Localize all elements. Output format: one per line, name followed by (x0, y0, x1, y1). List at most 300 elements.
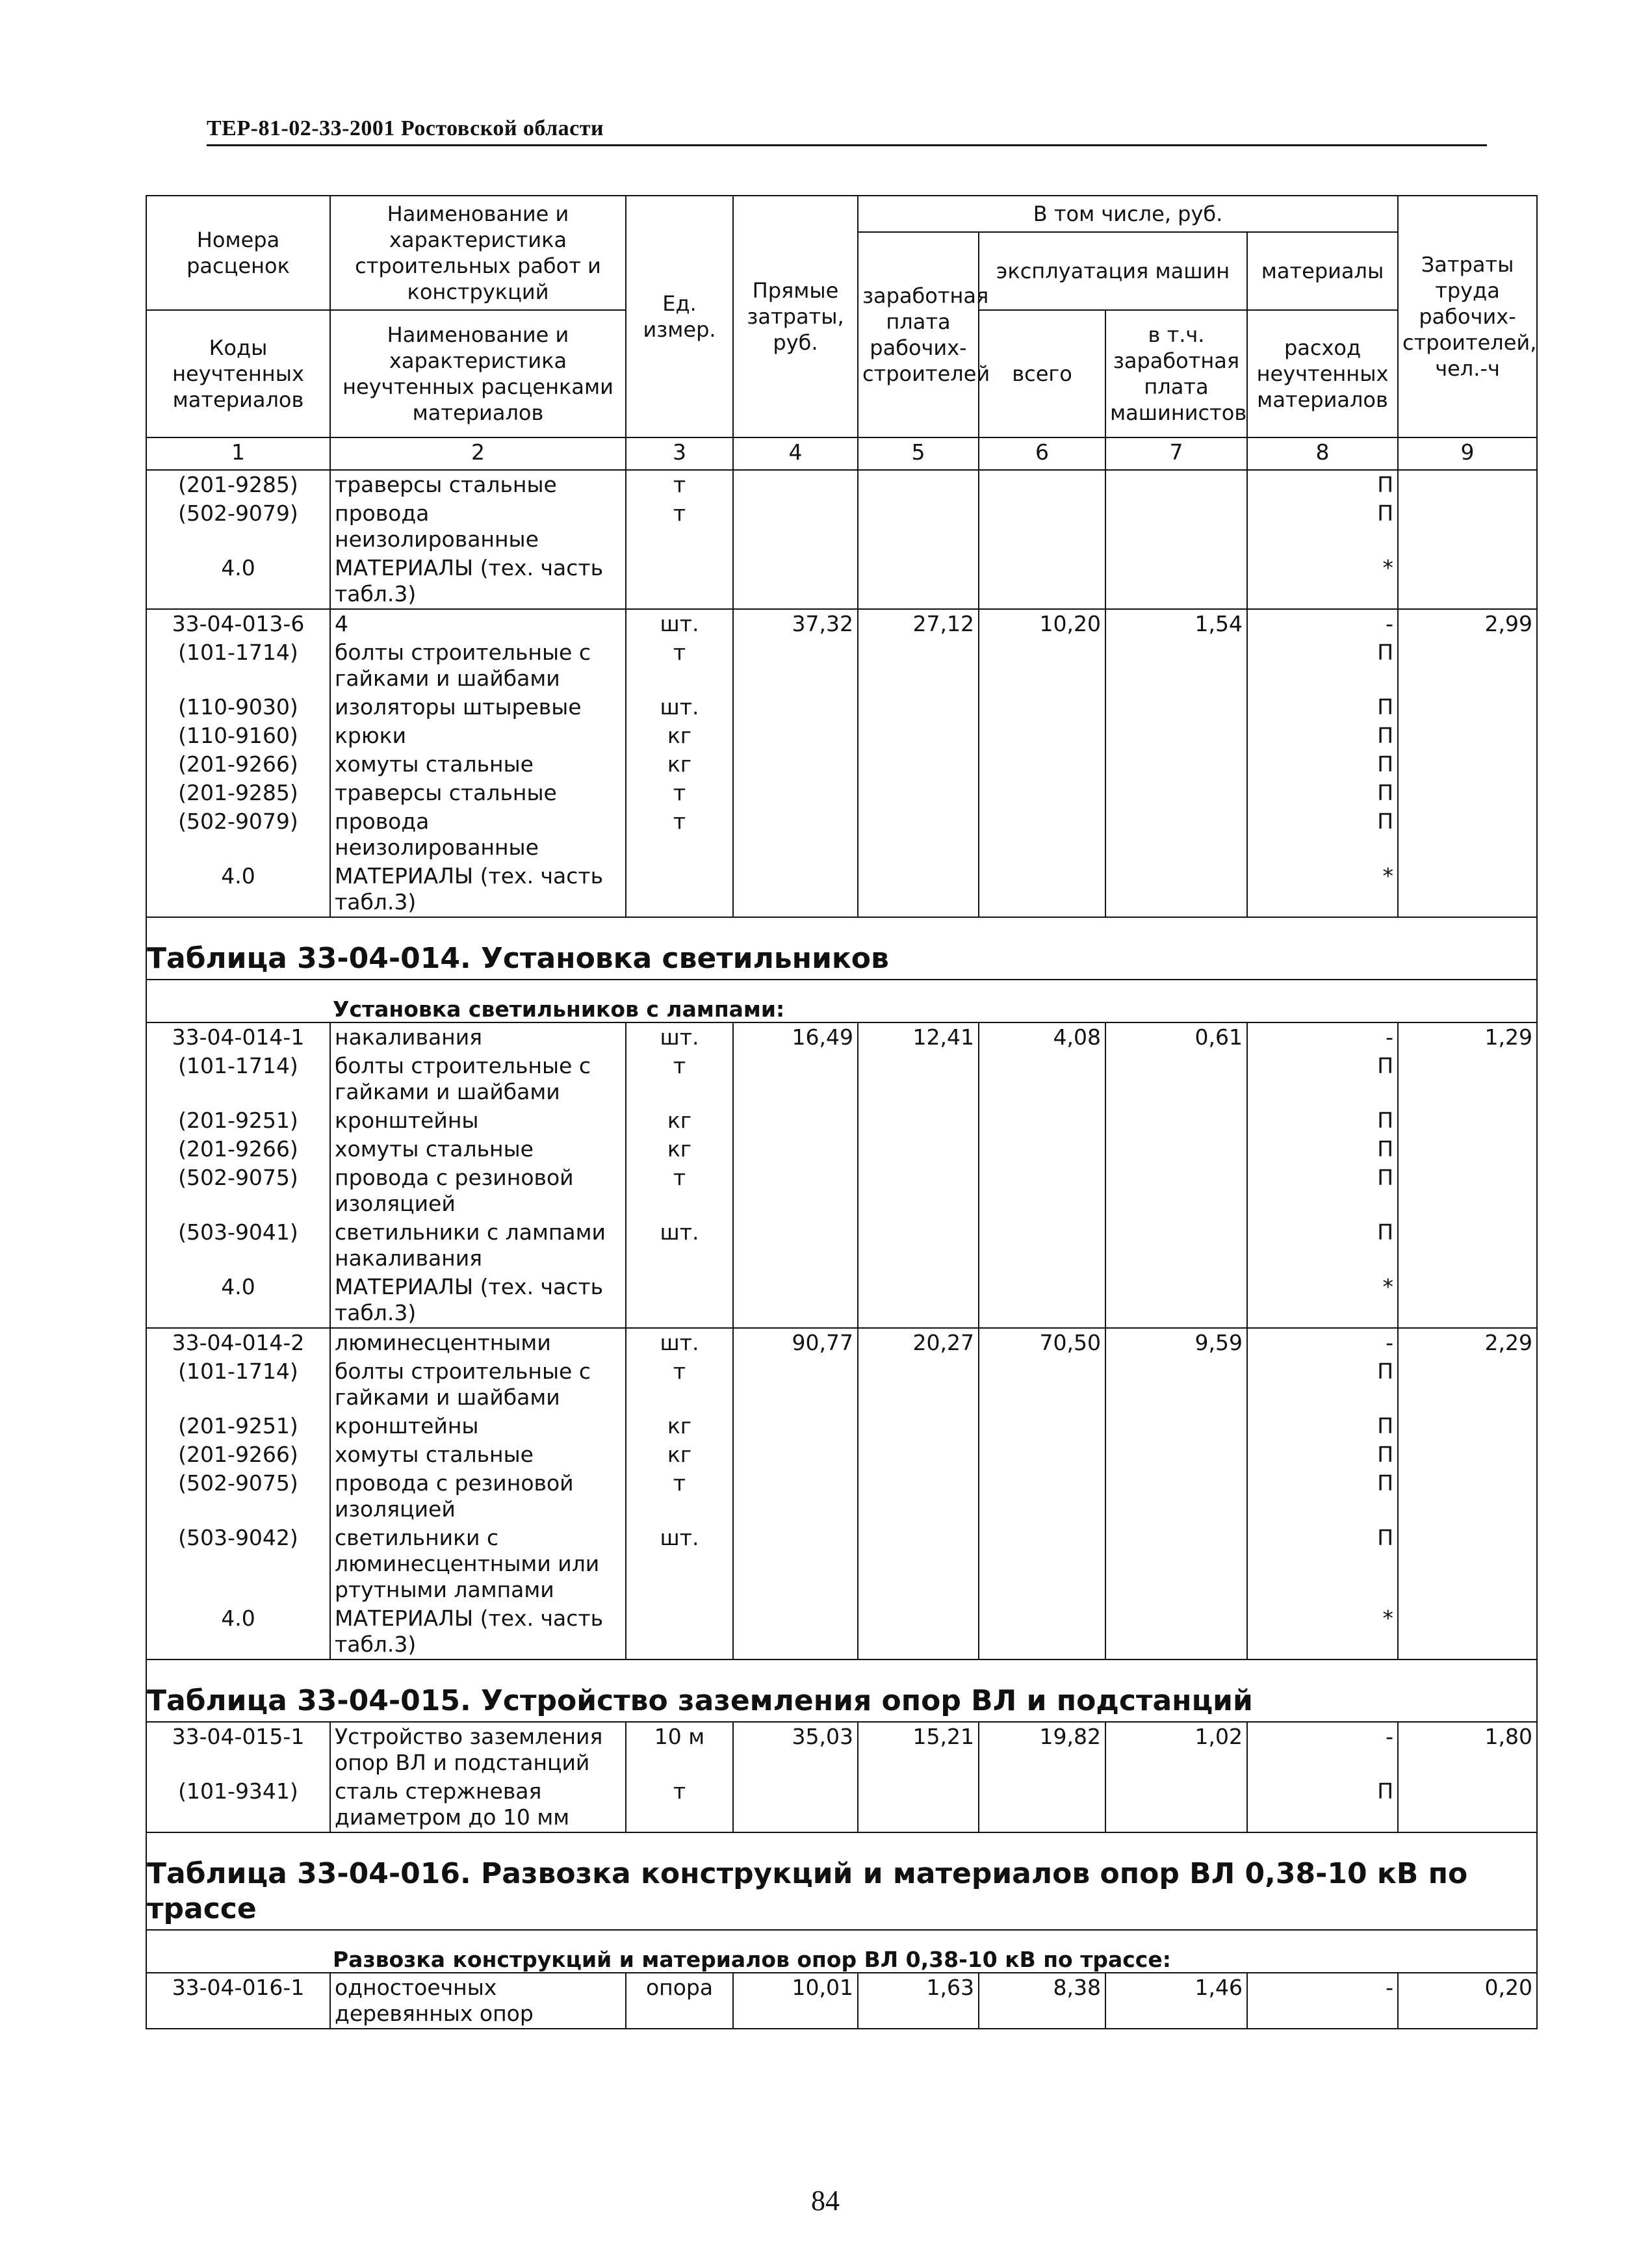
material-row (146, 693, 1537, 722)
material-consumption-cell: П (1247, 470, 1398, 499)
labor-costs-cell (1398, 1106, 1537, 1135)
material-row (146, 750, 1537, 779)
material-consumption-cell: П (1247, 1524, 1398, 1604)
machines-total-cell (979, 1412, 1105, 1440)
rate-code-cell: (101-1714) (146, 1052, 330, 1106)
material-row (146, 1052, 1537, 1106)
direct-costs-cell (733, 499, 858, 554)
material-consumption-cell: - (1247, 1973, 1398, 2029)
direct-costs-cell: 35,03 (733, 1722, 858, 1777)
rate-code-cell: (502-9079) (146, 807, 330, 862)
material-consumption-cell: П (1247, 807, 1398, 862)
worker-wages-cell (858, 1469, 979, 1524)
rate-code-cell: (502-9079) (146, 499, 330, 554)
header-materials: материалы (1247, 232, 1398, 310)
machines-total-cell (979, 1604, 1105, 1659)
header-unit: Ед. измер. (626, 196, 733, 437)
machinist-wages-cell (1105, 1604, 1247, 1659)
unit-cell: кг (626, 1440, 733, 1469)
rate-code-cell: (101-1714) (146, 638, 330, 693)
worker-wages-cell (858, 1052, 979, 1106)
machinist-wages-cell (1105, 1469, 1247, 1524)
machinist-wages-cell (1105, 693, 1247, 722)
machinist-wages-cell: 9,59 (1105, 1328, 1247, 1357)
worker-wages-cell (858, 1218, 979, 1273)
rate-row (146, 1722, 1537, 1777)
rate-code-cell: (201-9285) (146, 779, 330, 807)
labor-costs-cell: 1,80 (1398, 1722, 1537, 1777)
labor-costs-cell (1398, 1052, 1537, 1106)
worker-wages-cell (858, 1106, 979, 1135)
worker-wages-cell (858, 1412, 979, 1440)
material-consumption-cell: - (1247, 1328, 1398, 1357)
machines-total-cell: 10,20 (979, 609, 1105, 638)
rate-code-cell: (502-9075) (146, 1469, 330, 1524)
rate-code-cell: 33-04-016-1 (146, 1973, 330, 2029)
machines-total-cell (979, 1357, 1105, 1412)
material-row (146, 1604, 1537, 1659)
table-caption: Таблица 33-04-015. Устройство заземления опор ВЛ и подстанций (146, 1659, 1537, 1722)
machines-total-cell (979, 554, 1105, 609)
worker-wages-cell (858, 862, 979, 917)
item-name-cell: провода неизолированные (330, 499, 626, 554)
unit-cell: кг (626, 1135, 733, 1164)
item-name-cell: провода с резиновой изоляцией (330, 1164, 626, 1218)
unit-cell: т (626, 1777, 733, 1832)
worker-wages-cell: 1,63 (858, 1973, 979, 2029)
material-consumption-cell: П (1247, 779, 1398, 807)
header-machinist-wages: в т.ч. заработная плата машинистов (1105, 310, 1247, 437)
worker-wages-cell (858, 1604, 979, 1659)
rate-code-cell: (101-1714) (146, 1357, 330, 1412)
table-caption: Таблица 33-04-016. Развозка конструкций и материалов опор ВЛ 0,38-10 кВ по трассе (146, 1832, 1537, 1930)
direct-costs-cell (733, 1052, 858, 1106)
machinist-wages-cell (1105, 750, 1247, 779)
direct-costs-cell: 10,01 (733, 1973, 858, 2029)
header-material-consumption: расход неучтенных материалов (1247, 310, 1398, 437)
header-work-name: Наименование и характеристика строительных работ и конструкций (330, 196, 626, 310)
material-row (146, 1357, 1537, 1412)
machinist-wages-cell (1105, 1524, 1247, 1604)
machinist-wages-cell: 1,02 (1105, 1722, 1247, 1777)
labor-costs-cell (1398, 722, 1537, 750)
item-name-cell: траверсы стальные (330, 470, 626, 499)
worker-wages-cell (858, 1357, 979, 1412)
rate-code-cell: (201-9285) (146, 470, 330, 499)
unit-cell: т (626, 470, 733, 499)
machinist-wages-cell: 1,54 (1105, 609, 1247, 638)
item-name-cell: траверсы стальные (330, 779, 626, 807)
item-name-cell: люминесцентными (330, 1328, 626, 1357)
worker-wages-cell (858, 499, 979, 554)
machinist-wages-cell (1105, 1218, 1247, 1273)
unit-cell: кг (626, 1106, 733, 1135)
machinist-wages-cell (1105, 1777, 1247, 1832)
material-consumption-cell: П (1247, 722, 1398, 750)
machines-total-cell (979, 693, 1105, 722)
item-name-cell: сталь стержневая диаметром до 10 мм (330, 1777, 626, 1832)
rate-code-cell: 33-04-015-1 (146, 1722, 330, 1777)
header-material-names: Наименование и характеристика неучтенных расценками материалов (330, 310, 626, 437)
table-subcaption: Установка светильников с лампами: (333, 996, 785, 1022)
machines-total-cell (979, 1164, 1105, 1218)
item-name-cell: изоляторы штыревые (330, 693, 626, 722)
machinist-wages-cell (1105, 1106, 1247, 1135)
labor-costs-cell (1398, 693, 1537, 722)
rate-code-cell: 33-04-013-6 (146, 609, 330, 638)
material-consumption-cell: П (1247, 1357, 1398, 1412)
direct-costs-cell (733, 862, 858, 917)
material-consumption-cell: П (1247, 1469, 1398, 1524)
material-row (146, 1524, 1537, 1604)
column-number: 2 (330, 437, 626, 470)
rate-code-cell: (110-9030) (146, 693, 330, 722)
unit-cell: т (626, 1052, 733, 1106)
item-name-cell: накаливания (330, 1022, 626, 1052)
material-consumption-cell: П (1247, 499, 1398, 554)
machines-total-cell (979, 750, 1105, 779)
table-subcaption-row (146, 980, 1537, 1022)
machinist-wages-cell (1105, 1357, 1247, 1412)
material-consumption-cell: * (1247, 1604, 1398, 1659)
unit-cell: кг (626, 1412, 733, 1440)
material-row (146, 1218, 1537, 1273)
direct-costs-cell (733, 750, 858, 779)
item-name-cell: МАТЕРИАЛЫ (тех. часть табл.3) (330, 554, 626, 609)
material-consumption-cell: П (1247, 1218, 1398, 1273)
rate-code-cell: 4.0 (146, 1604, 330, 1659)
rate-row (146, 609, 1537, 638)
material-consumption-cell: П (1247, 1135, 1398, 1164)
item-name-cell: хомуты стальные (330, 1135, 626, 1164)
running-head: ТЕР-81-02-33-2001 Ростовской области (207, 114, 1487, 146)
table-body (146, 470, 1537, 2029)
worker-wages-cell: 27,12 (858, 609, 979, 638)
material-row (146, 1469, 1537, 1524)
table-subcaption-cell (146, 1930, 1537, 1973)
material-row (146, 722, 1537, 750)
machinist-wages-cell (1105, 722, 1247, 750)
direct-costs-cell (733, 779, 858, 807)
material-row (146, 470, 1537, 499)
worker-wages-cell: 12,41 (858, 1022, 979, 1052)
worker-wages-cell (858, 1164, 979, 1218)
material-consumption-cell: * (1247, 554, 1398, 609)
labor-costs-cell (1398, 1135, 1537, 1164)
rate-code-cell: 4.0 (146, 1273, 330, 1328)
item-name-cell: МАТЕРИАЛЫ (тех. часть табл.3) (330, 862, 626, 917)
unit-cell: т (626, 1164, 733, 1218)
unit-cell: кг (626, 722, 733, 750)
rates-table (146, 195, 1538, 2029)
unit-cell: т (626, 499, 733, 554)
material-row (146, 1273, 1537, 1328)
machines-total-cell (979, 779, 1105, 807)
material-consumption-cell: * (1247, 862, 1398, 917)
rate-row (146, 1328, 1537, 1357)
direct-costs-cell (733, 638, 858, 693)
unit-cell: т (626, 1469, 733, 1524)
column-numbers-row (146, 437, 1537, 470)
machines-total-cell: 4,08 (979, 1022, 1105, 1052)
material-consumption-cell: П (1247, 1052, 1398, 1106)
column-number: 9 (1398, 437, 1537, 470)
table-subcaption-cell (146, 980, 1537, 1022)
worker-wages-cell (858, 779, 979, 807)
machinist-wages-cell: 0,61 (1105, 1022, 1247, 1052)
table-subcaption: Развозка конструкций и материалов опор ВЛ 0,38-10 кВ по трассе: (333, 1947, 1171, 1972)
worker-wages-cell (858, 1273, 979, 1328)
material-row (146, 499, 1537, 554)
material-consumption-cell: П (1247, 750, 1398, 779)
material-consumption-cell: П (1247, 1777, 1398, 1832)
machinist-wages-cell (1105, 638, 1247, 693)
item-name-cell: хомуты стальные (330, 1440, 626, 1469)
column-number: 7 (1105, 437, 1247, 470)
direct-costs-cell (733, 1273, 858, 1328)
labor-costs-cell: 1,29 (1398, 1022, 1537, 1052)
material-row (146, 807, 1537, 862)
material-consumption-cell: П (1247, 1164, 1398, 1218)
rate-code-cell: (503-9041) (146, 1218, 330, 1273)
machinist-wages-cell (1105, 1440, 1247, 1469)
labor-costs-cell (1398, 1469, 1537, 1524)
rate-code-cell: (110-9160) (146, 722, 330, 750)
machines-total-cell (979, 1273, 1105, 1328)
machinist-wages-cell (1105, 499, 1247, 554)
direct-costs-cell (733, 1524, 858, 1604)
item-name-cell: провода с резиновой изоляцией (330, 1469, 626, 1524)
machines-total-cell: 19,82 (979, 1722, 1105, 1777)
column-number: 4 (733, 437, 858, 470)
item-name-cell: одностоечных деревянных опор (330, 1973, 626, 2029)
unit-cell: шт. (626, 1524, 733, 1604)
rate-row (146, 1973, 1537, 2029)
machines-total-cell (979, 862, 1105, 917)
table-caption-row (146, 1659, 1537, 1722)
table-caption-row (146, 917, 1537, 980)
item-name-cell: Устройство заземления опор ВЛ и подстанций (330, 1722, 626, 1777)
labor-costs-cell (1398, 779, 1537, 807)
labor-costs-cell (1398, 1218, 1537, 1273)
direct-costs-cell (733, 1135, 858, 1164)
worker-wages-cell (858, 1524, 979, 1604)
rate-code-cell: 33-04-014-2 (146, 1328, 330, 1357)
labor-costs-cell (1398, 1440, 1537, 1469)
unit-cell (626, 554, 733, 609)
machinist-wages-cell: 1,46 (1105, 1973, 1247, 2029)
material-row (146, 1164, 1537, 1218)
direct-costs-cell (733, 1164, 858, 1218)
machinist-wages-cell (1105, 1135, 1247, 1164)
machines-total-cell: 70,50 (979, 1328, 1105, 1357)
material-consumption-cell: - (1247, 1022, 1398, 1052)
unit-cell (626, 1604, 733, 1659)
labor-costs-cell (1398, 1164, 1537, 1218)
material-consumption-cell: П (1247, 1440, 1398, 1469)
direct-costs-cell (733, 1604, 858, 1659)
machines-total-cell (979, 1218, 1105, 1273)
material-consumption-cell: П (1247, 1106, 1398, 1135)
item-name-cell: провода неизолированные (330, 807, 626, 862)
item-name-cell: болты строительные с гайками и шайбами (330, 638, 626, 693)
column-number: 5 (858, 437, 979, 470)
rate-code-cell: 33-04-014-1 (146, 1022, 330, 1052)
direct-costs-cell (733, 1357, 858, 1412)
header-material-codes: Коды неучтенных материалов (146, 310, 330, 437)
worker-wages-cell (858, 807, 979, 862)
unit-cell: т (626, 638, 733, 693)
machines-total-cell (979, 470, 1105, 499)
material-consumption-cell: * (1247, 1273, 1398, 1328)
labor-costs-cell (1398, 1777, 1537, 1832)
header-machine-operation: эксплуатация машин (979, 232, 1247, 310)
direct-costs-cell (733, 722, 858, 750)
table-header (146, 196, 1537, 470)
material-consumption-cell: П (1247, 693, 1398, 722)
material-consumption-cell: П (1247, 1412, 1398, 1440)
machines-total-cell (979, 1135, 1105, 1164)
worker-wages-cell (858, 1440, 979, 1469)
worker-wages-cell (858, 1777, 979, 1832)
machines-total-cell: 8,38 (979, 1973, 1105, 2029)
material-row (146, 1135, 1537, 1164)
rate-code-cell: (201-9266) (146, 750, 330, 779)
item-name-cell: крюки (330, 722, 626, 750)
machinist-wages-cell (1105, 807, 1247, 862)
unit-cell (626, 862, 733, 917)
machinist-wages-cell (1105, 1273, 1247, 1328)
page-number: 84 (811, 2185, 840, 2217)
rate-code-cell: (101-9341) (146, 1777, 330, 1832)
labor-costs-cell (1398, 750, 1537, 779)
unit-cell (626, 1273, 733, 1328)
machines-total-cell (979, 1052, 1105, 1106)
labor-costs-cell (1398, 1524, 1537, 1604)
item-name-cell: хомуты стальные (330, 750, 626, 779)
worker-wages-cell (858, 722, 979, 750)
machinist-wages-cell (1105, 779, 1247, 807)
machines-total-cell (979, 1106, 1105, 1135)
rate-code-cell: (201-9251) (146, 1106, 330, 1135)
unit-cell: т (626, 1357, 733, 1412)
labor-costs-cell: 2,29 (1398, 1328, 1537, 1357)
direct-costs-cell (733, 1777, 858, 1832)
rate-code-cell: (201-9266) (146, 1440, 330, 1469)
direct-costs-cell (733, 807, 858, 862)
unit-cell: шт. (626, 1328, 733, 1357)
labor-costs-cell (1398, 470, 1537, 499)
material-row (146, 1777, 1537, 1832)
unit-cell: 10 м (626, 1722, 733, 1777)
material-row (146, 638, 1537, 693)
worker-wages-cell (858, 1135, 979, 1164)
worker-wages-cell (858, 638, 979, 693)
item-name-cell: кронштейны (330, 1412, 626, 1440)
unit-cell: шт. (626, 693, 733, 722)
direct-costs-cell: 90,77 (733, 1328, 858, 1357)
direct-costs-cell: 16,49 (733, 1022, 858, 1052)
direct-costs-cell (733, 693, 858, 722)
header-direct-costs: Прямые затраты, руб. (733, 196, 858, 437)
material-row (146, 1440, 1537, 1469)
worker-wages-cell (858, 554, 979, 609)
header-rate-numbers: Номера расценок (146, 196, 330, 310)
material-row (146, 554, 1537, 609)
item-name-cell: болты строительные с гайками и шайбами (330, 1052, 626, 1106)
unit-cell: т (626, 779, 733, 807)
material-row (146, 1106, 1537, 1135)
machines-total-cell (979, 807, 1105, 862)
machinist-wages-cell (1105, 470, 1247, 499)
material-row (146, 862, 1537, 917)
machines-total-cell (979, 499, 1105, 554)
rate-row (146, 1022, 1537, 1052)
unit-cell: т (626, 807, 733, 862)
rate-code-cell: (502-9075) (146, 1164, 330, 1218)
direct-costs-cell (733, 1218, 858, 1273)
column-number: 1 (146, 437, 330, 470)
direct-costs-cell (733, 554, 858, 609)
unit-cell: шт. (626, 1022, 733, 1052)
rate-code-cell: 4.0 (146, 862, 330, 917)
unit-cell: шт. (626, 609, 733, 638)
header-labor-costs: Затраты труда рабочих-строителей, чел.-ч (1398, 196, 1537, 437)
machines-total-cell (979, 722, 1105, 750)
direct-costs-cell (733, 1440, 858, 1469)
unit-cell: опора (626, 1973, 733, 2029)
header-worker-wages: заработная плата рабочих-строителей (858, 232, 979, 437)
machinist-wages-cell (1105, 1412, 1247, 1440)
machines-total-cell (979, 1440, 1105, 1469)
machines-total-cell (979, 1469, 1105, 1524)
labor-costs-cell (1398, 554, 1537, 609)
rate-code-cell: (201-9251) (146, 1412, 330, 1440)
direct-costs-cell: 37,32 (733, 609, 858, 638)
direct-costs-cell (733, 470, 858, 499)
worker-wages-cell (858, 750, 979, 779)
material-consumption-cell: П (1247, 638, 1398, 693)
column-number: 6 (979, 437, 1105, 470)
rate-code-cell: (201-9266) (146, 1135, 330, 1164)
column-number: 3 (626, 437, 733, 470)
item-name-cell: светильники с люминесцентными или ртутными лампами (330, 1524, 626, 1604)
unit-cell: кг (626, 750, 733, 779)
machinist-wages-cell (1105, 862, 1247, 917)
item-name-cell: МАТЕРИАЛЫ (тех. часть табл.3) (330, 1604, 626, 1659)
table-caption-row (146, 1832, 1537, 1930)
labor-costs-cell (1398, 1273, 1537, 1328)
item-name-cell: МАТЕРИАЛЫ (тех. часть табл.3) (330, 1273, 626, 1328)
machinist-wages-cell (1105, 554, 1247, 609)
unit-cell: шт. (626, 1218, 733, 1273)
rate-code-cell: 4.0 (146, 554, 330, 609)
table-caption: Таблица 33-04-014. Установка светильников (146, 917, 1537, 980)
item-name-cell: 4 (330, 609, 626, 638)
item-name-cell: светильники с лампами накаливания (330, 1218, 626, 1273)
machines-total-cell (979, 1777, 1105, 1832)
table-subcaption-row (146, 1930, 1537, 1973)
material-row (146, 1412, 1537, 1440)
labor-costs-cell (1398, 807, 1537, 862)
rate-code-cell: (503-9042) (146, 1524, 330, 1604)
item-name-cell: кронштейны (330, 1106, 626, 1135)
column-number: 8 (1247, 437, 1398, 470)
worker-wages-cell: 20,27 (858, 1328, 979, 1357)
direct-costs-cell (733, 1469, 858, 1524)
header-including-group: В том числе, руб. (858, 196, 1398, 232)
machines-total-cell (979, 1524, 1105, 1604)
